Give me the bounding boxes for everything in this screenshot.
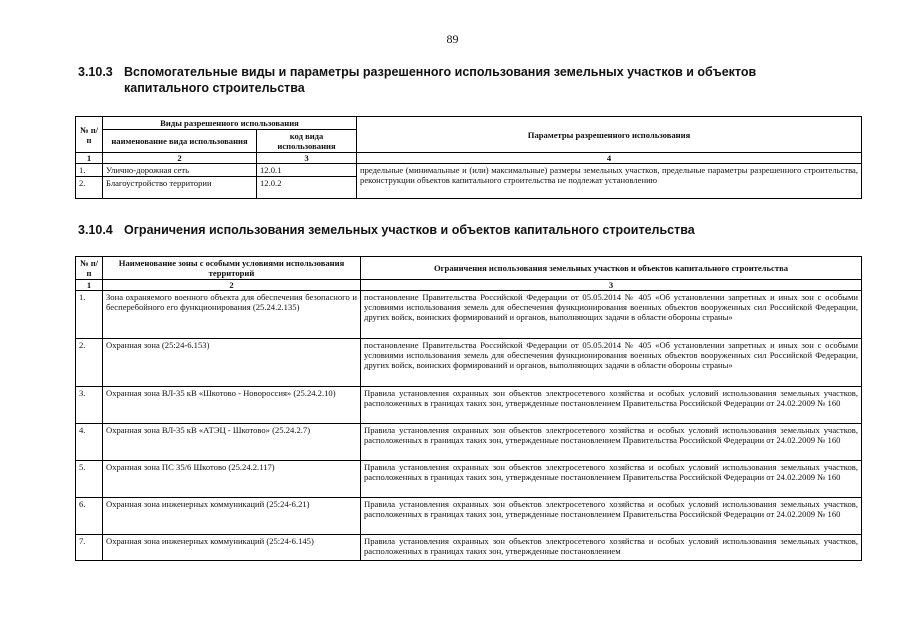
index-cell: 3 xyxy=(361,280,862,291)
restriction-text: Правила установления охранных зон объектов электросетевого хозяйства и особых условий использования земельных участков, расположенных в границах таких зон, утвержденные постановлением Правительства Российской Федерации от 24.02.2009 № 160 xyxy=(361,387,862,424)
restriction-text: Правила установления охранных зон объектов электросетевого хозяйства и особых условий использования земельных участков, расположенных в границах таких зон, утвержденные постановлением Правительства Российской Федерации от 24.02.2009 № 160 xyxy=(361,498,862,535)
section-number: 3.10.3 xyxy=(78,65,113,79)
col-group-header: Виды разрешенного использования xyxy=(103,117,357,130)
table-row xyxy=(76,291,862,339)
restriction-text: Правила установления охранных зон объектов электросетевого хозяйства и особых условий использования земельных участков, расположенных в границах таких зон, утвержденные постановлением Правительства Российской Федерации от 24.02.2009 № 160 xyxy=(361,424,862,461)
restriction-text: Правила установления охранных зон объектов электросетевого хозяйства и особых условий использования земельных участков, расположенных в границах таких зон, утвержденные постановлением Правительства Российской Федерации от 24.02.2009 № 160 xyxy=(361,461,862,498)
section-title-line1: Вспомогательные виды и параметры разрешенного использования земельных участков и объектов xyxy=(124,65,757,79)
zone-name: Охранная зона ВЛ-35 кВ «Шкотово - Новороссия» (25.24.2.10) xyxy=(103,387,361,424)
index-cell: 2 xyxy=(103,153,257,164)
index-cell: 2 xyxy=(103,280,361,291)
zone-name: Охранная зона инженерных коммуникаций (25:24-6.21) xyxy=(103,498,361,535)
table-row xyxy=(76,461,862,498)
zone-name: Охранная зона ВЛ-35 кВ «АТЭЦ - Шкотово» (25.24.2.7) xyxy=(103,424,361,461)
restriction-text: Правила установления охранных зон объектов электросетевого хозяйства и особых условий использования земельных участков, расположенных в границах таких зон, утвержденные постановлением xyxy=(361,535,862,561)
restriction-text: постановление Правительства Российской Федерации от 05.05.2014 № 405 «Об установлении запретных и иных зон с особыми условиями использования земель для обеспечения функционирования военных объектов вооруженных сил Российской Федерации, других войск, воинских формирований и органов, выполняющих задачи в области обороны страны» xyxy=(361,339,862,387)
row-number: 2. xyxy=(76,339,103,387)
table-row xyxy=(76,164,862,177)
permitted-use-table xyxy=(75,116,862,199)
index-cell: 1 xyxy=(76,280,103,291)
zone-name: Охранная зона (25:24-6.153) xyxy=(103,339,361,387)
section-number: 3.10.4 xyxy=(78,223,113,237)
row-number: 6. xyxy=(76,498,103,535)
row-number: 7. xyxy=(76,535,103,561)
restriction-text: постановление Правительства Российской Федерации от 05.05.2014 № 405 «Об установлении запретных и иных зон с особыми условиями использования земель для обеспечения функционирования военных объектов вооруженных сил Российской Федерации, других войск, воинских формирований и органов, выполняющих задачи в области обороны страны» xyxy=(361,291,862,339)
col-header-name: наименование вида использования xyxy=(103,130,257,153)
params-text: предельные (минимальные и (или) максимальные) размеры земельных участков, предельные параметры разрешенного строительства, реконструкции объектов капитального строительства не подлежат установлению xyxy=(357,164,862,199)
table-row xyxy=(76,387,862,424)
table-row xyxy=(76,498,862,535)
use-code: 12.0.2 xyxy=(257,177,357,199)
section-title-line2: капитального строительства xyxy=(124,81,305,95)
restrictions-table xyxy=(75,256,862,561)
section-title: Ограничения использования земельных участков и объектов капитального строительства xyxy=(124,223,695,237)
section-heading-3-10-3 xyxy=(78,64,868,96)
use-code: 12.0.1 xyxy=(257,164,357,177)
use-name: Улично-дорожная сеть xyxy=(103,164,257,177)
row-number: 1. xyxy=(76,164,103,177)
table-row xyxy=(76,339,862,387)
col-header-num: № п/п xyxy=(76,117,103,153)
row-number: 4. xyxy=(76,424,103,461)
zone-name: Зона охраняемого военного объекта для обеспечения безопасного и бесперебойного его функционирования (25.24.2.135) xyxy=(103,291,361,339)
row-number: 5. xyxy=(76,461,103,498)
table-row xyxy=(76,535,862,561)
use-name: Благоустройство территории xyxy=(103,177,257,199)
section-heading-3-10-4 xyxy=(78,222,868,238)
index-cell: 1 xyxy=(76,153,103,164)
table-row xyxy=(76,424,862,461)
row-number: 3. xyxy=(76,387,103,424)
col-header-zone: Наименование зоны с особыми условиями использования территорий xyxy=(103,257,361,280)
index-cell: 4 xyxy=(357,153,862,164)
page-number: 89 xyxy=(446,32,459,46)
index-cell: 3 xyxy=(257,153,357,164)
col-header-params: Параметры разрешенного использования xyxy=(357,117,862,153)
zone-name: Охранная зона ПС 35/6 Шкотово (25.24.2.117) xyxy=(103,461,361,498)
zone-name: Охранная зона инженерных коммуникаций (25:24-6.145) xyxy=(103,535,361,561)
col-header-num: № п/п xyxy=(76,257,103,280)
row-number: 1. xyxy=(76,291,103,339)
row-number: 2. xyxy=(76,177,103,199)
col-header-restrictions: Ограничения использования земельных участков и объектов капитального строительства xyxy=(361,257,862,280)
col-header-code: код вида использования xyxy=(257,130,357,153)
